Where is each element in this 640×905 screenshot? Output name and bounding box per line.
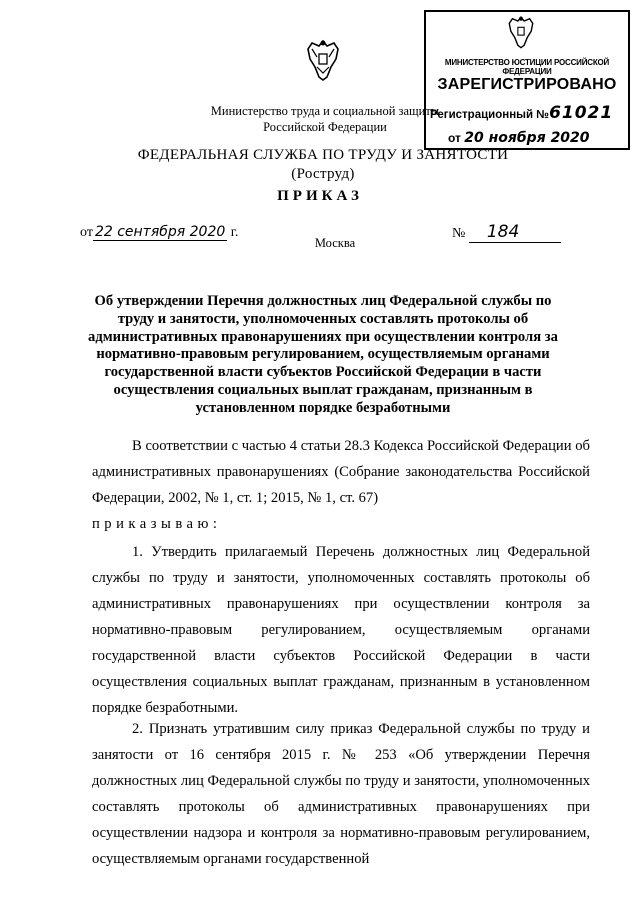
service-name [100, 146, 546, 184]
order-heading: ПРИКАЗ [277, 188, 363, 204]
item-1: 1. Утвердить прилагаемый Перечень должностных лиц Федеральной службы по труду и занятости, уполномоченных составлять протоколы об административных правонарушениях при осуществлении контроля за нормативно-правовым регулированием, осуществляемым органами государственной власти субъектов Российской Федерации в части осуществления социальных выплат гражданам, признанным в установленном порядке безработными. [92, 544, 590, 716]
coat-of-arms-icon [303, 37, 343, 83]
item-2: 2. Признать утратившим силу приказ Федеральной службы по труду и занятости от 16 сентября 2015 г. № 253 «Об утверждении Перечня должностных лиц Федеральной службы по труду и занятости, уполномоченных составлять протоколы об административных правонарушениях при осуществлении надзора и контроля за нормативно-правовым регулированием, осуществляемым органами государственной [92, 721, 590, 867]
order-number-prefix: № [452, 226, 466, 241]
order-number-value: 184 [469, 222, 561, 243]
intro-paragraph [92, 433, 590, 537]
intro-text: В соответствии с частью 4 статьи 28.3 Кодекса Российской Федерации об административных правонарушениях (Собрание законодательства Российской Федерации, 2002, № 1, ст. 1; 2015, № 1, ст. 67) [92, 438, 590, 506]
stamp-date-prefix: от [448, 131, 461, 145]
stamp-reg-label: Регистрационный № [430, 109, 550, 121]
stamp-date-line [448, 130, 590, 146]
order-word: приказываю: [92, 516, 222, 532]
ministry-line-2: Российской Федерации [263, 120, 387, 134]
order-date-suffix: г. [230, 225, 239, 240]
stamp-date-value: 20 ноября 2020 [464, 130, 590, 146]
stamp-ministry: МИНИСТЕРСТВО ЮСТИЦИИ РОССИЙСКОЙ ФЕДЕРАЦИИ [444, 58, 610, 76]
service-line-1: ФЕДЕРАЛЬНАЯ СЛУЖБА ПО ТРУДУ И ЗАНЯТОСТИ [137, 147, 509, 163]
service-line-2: (Роструд) [291, 166, 355, 182]
order-city: Москва [314, 236, 356, 250]
order-date-value: 22 сентября 2020 [94, 224, 226, 240]
stamp-reg-number-line [430, 103, 613, 123]
stamp-registered: ЗАРЕГИСТРИРОВАНО [437, 76, 617, 93]
ministry-name [200, 103, 450, 135]
registration-stamp [424, 10, 630, 150]
stamp-reg-number: 61021 [549, 103, 614, 123]
document-title: Об утверждении Перечня должностных лиц Федеральной службы по труду и занятости, уполномоченных составлять протоколы об административных правонарушениях при осуществлении контроля за нормативно-правовым регулированием, осуществляемым органами государственной власти субъектов Российской Федерации в части осуществления социальных выплат гражданам, признанным в установленном порядке безработными [88, 293, 558, 416]
ministry-line-1: Министерство труда и социальной защиты [210, 104, 440, 118]
order-date-prefix: от [80, 225, 93, 240]
